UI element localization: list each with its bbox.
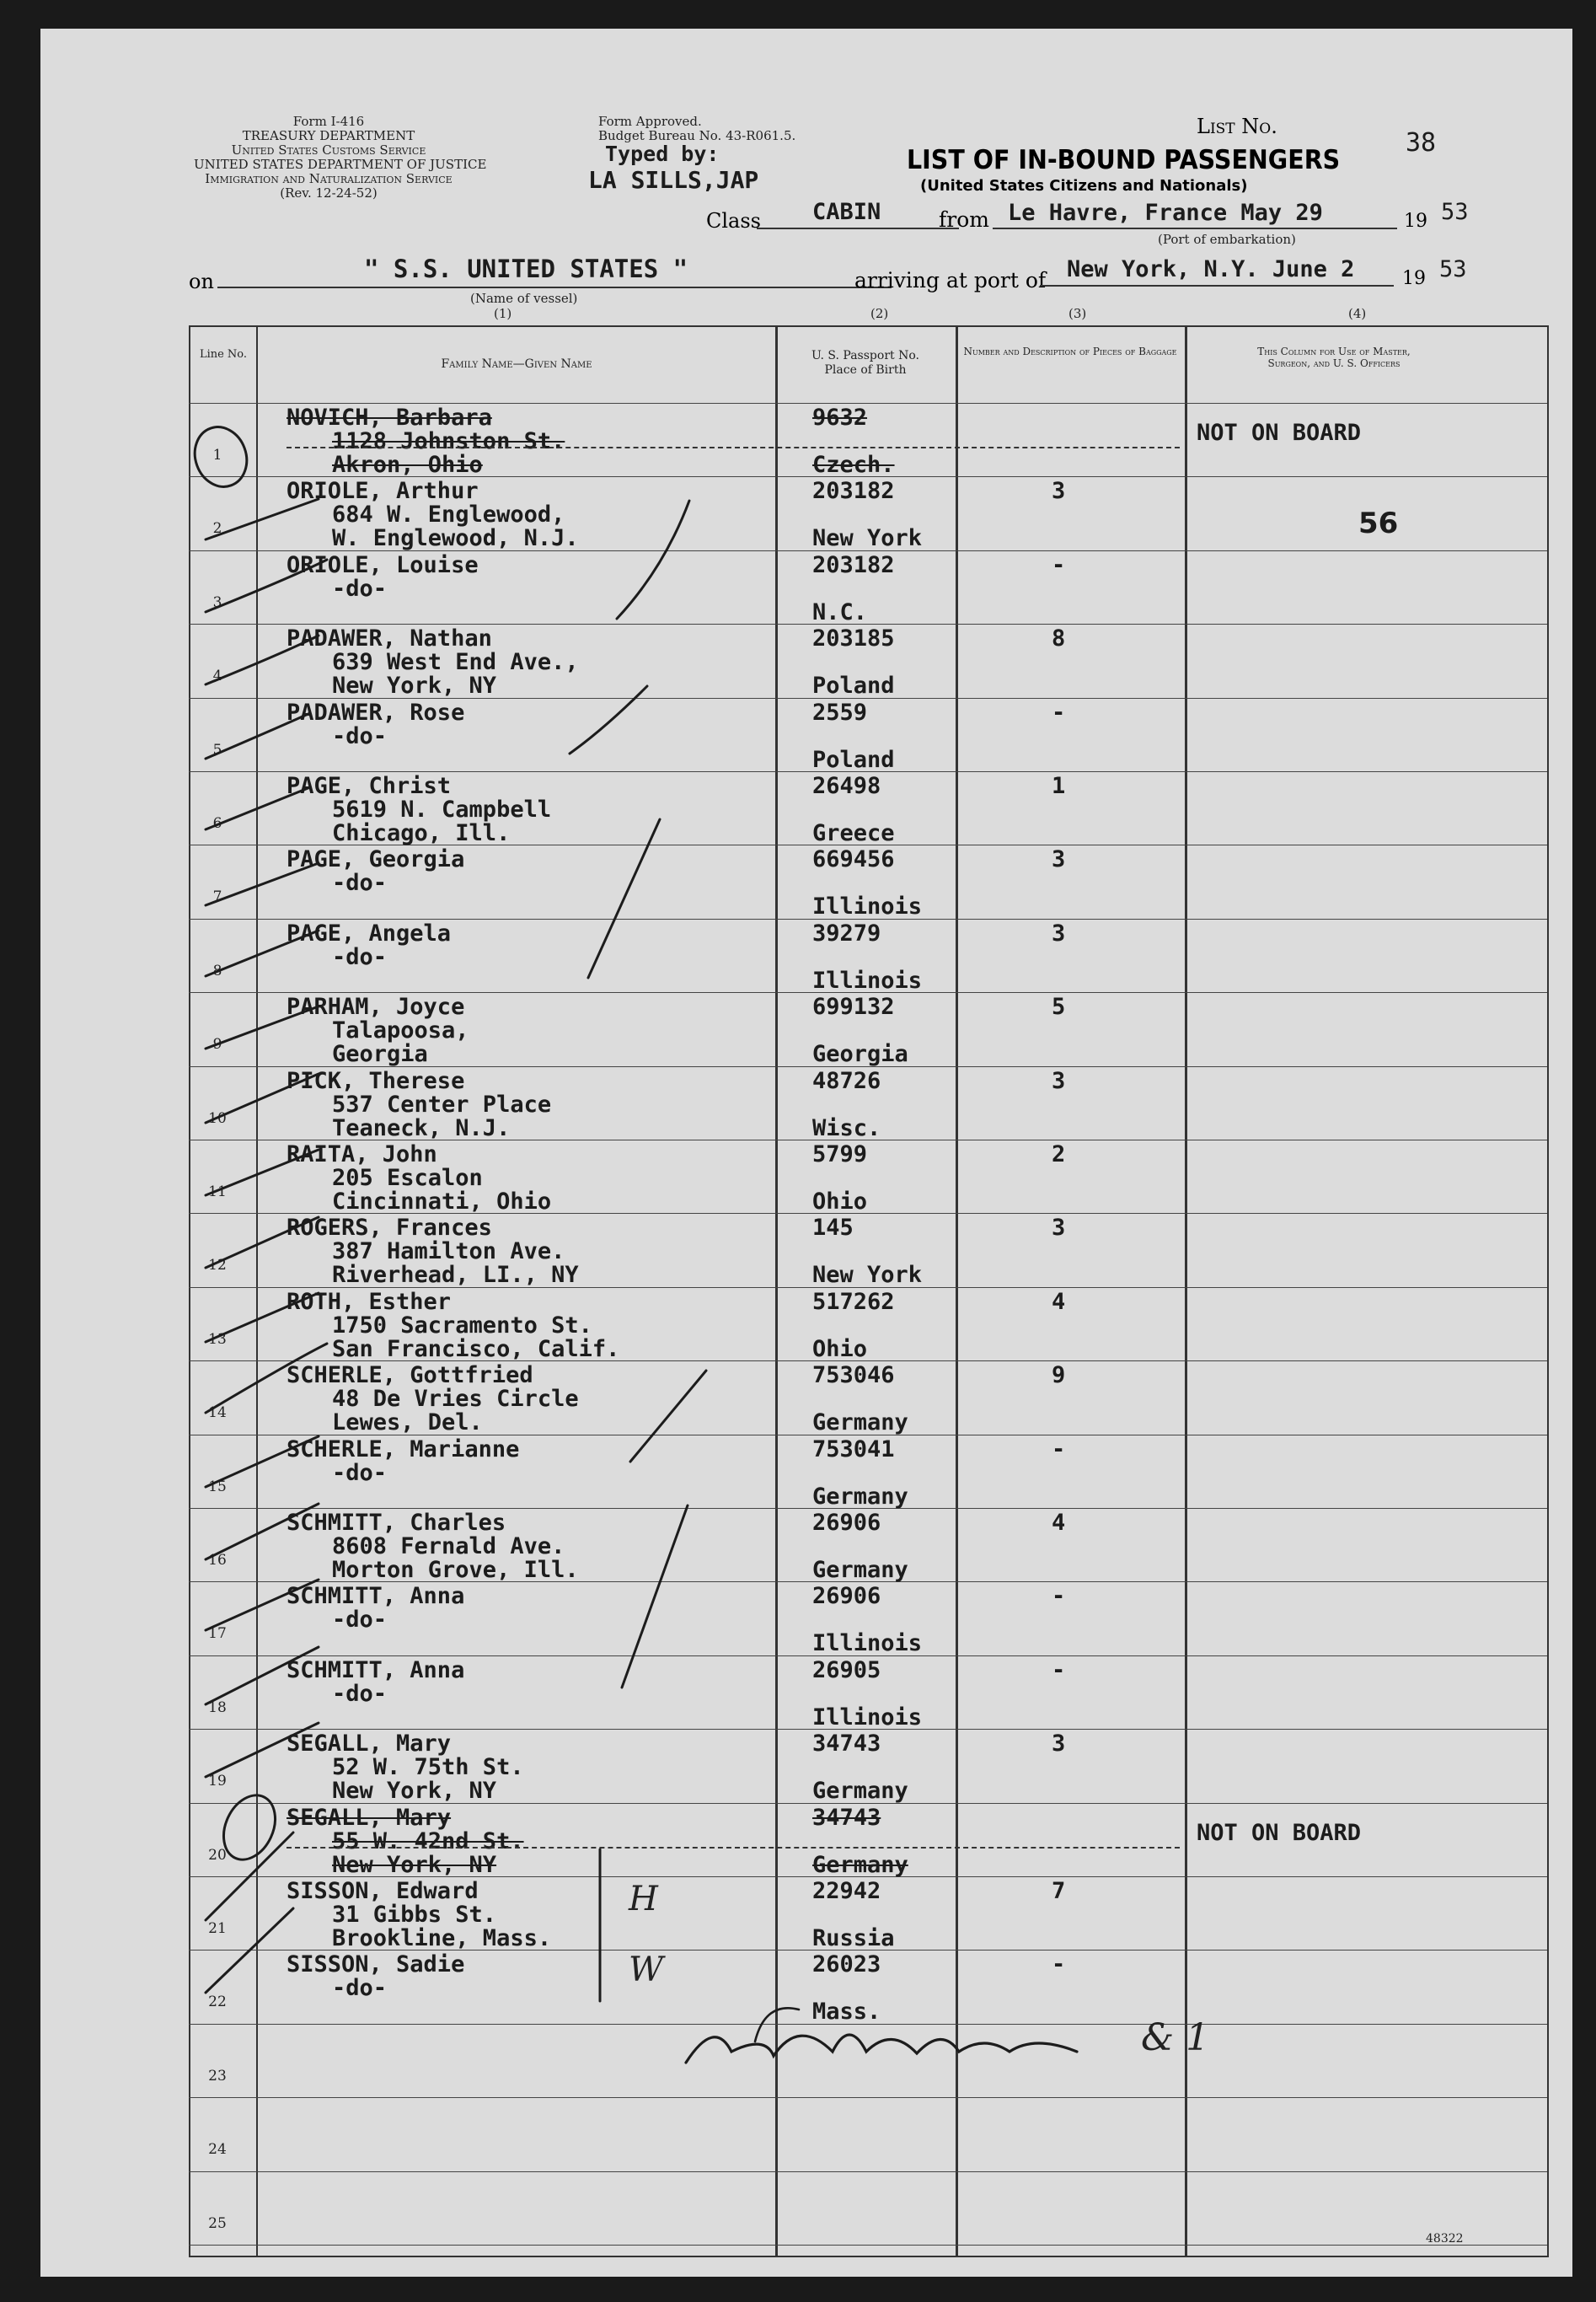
place-of-birth: Wisc. <box>812 1114 881 1141</box>
form-id-block <box>194 114 487 201</box>
manifest-page <box>40 29 1572 2277</box>
arrival-year-prefix: 19 <box>1402 268 1426 289</box>
typed-by-label: Typed by: <box>605 142 720 166</box>
place-of-birth: Ohio <box>812 1335 868 1362</box>
bracket-mark-h: H <box>629 1880 658 1918</box>
passenger-name: ORIOLE, Louise <box>287 551 479 578</box>
place-of-birth: Georgia <box>812 1041 908 1068</box>
address-line-2: Morton Grove, Ill. <box>332 1557 579 1583</box>
place-of-birth: Illinois <box>812 893 923 920</box>
port-of-embarkation: Le Havre, France May 29 <box>1008 200 1323 226</box>
passenger-name: SCHMITT, Charles <box>287 1510 506 1536</box>
col-number-2: (2) <box>870 306 889 321</box>
line-number: 13 <box>208 1330 227 1348</box>
line-number: 21 <box>208 1920 227 1937</box>
line-number: 3 <box>212 593 222 611</box>
place-of-birth: New York <box>812 1262 923 1289</box>
signature-suffix: & 1 <box>1141 2016 1210 2059</box>
arrival-port-date: New York, N.Y. June 2 <box>1067 256 1355 282</box>
passenger-name: PARHAM, Joyce <box>287 994 465 1021</box>
baggage-count: 2 <box>1052 1141 1066 1167</box>
passport-number: 26023 <box>812 1951 881 1978</box>
place-of-birth: Germany <box>812 1409 908 1436</box>
passport-number: 203185 <box>812 625 895 652</box>
line-number: 19 <box>208 1773 227 1790</box>
address-line-1: 684 W. Englewood, <box>332 502 565 529</box>
place-of-birth: Poland <box>812 746 895 773</box>
address-line-1: 387 Hamilton Ave. <box>332 1238 565 1265</box>
passenger-name: SCHMITT, Anna <box>287 1656 465 1683</box>
line-number: 8 <box>212 962 222 979</box>
line-number: 10 <box>208 1109 227 1127</box>
address-line-2: Riverhead, LI., NY <box>332 1262 579 1289</box>
customs-service: United States Customs Service <box>231 142 426 158</box>
baggage-count: 3 <box>1052 1731 1066 1757</box>
passport-number: 22942 <box>812 1878 881 1904</box>
address-line-1: 1750 Sacramento St. <box>332 1312 592 1339</box>
baggage-count: 8 <box>1052 625 1066 652</box>
col-header-name: Family Name—Given Name <box>441 357 592 371</box>
passport-number: 699132 <box>812 994 895 1021</box>
passport-number: 753046 <box>812 1362 895 1389</box>
justice-dept: UNITED STATES DEPARTMENT OF JUSTICE <box>194 157 487 172</box>
address-line-2: Lewes, Del. <box>332 1409 483 1436</box>
form-approved: Form Approved. <box>598 114 702 129</box>
approval-block <box>598 115 795 143</box>
passenger-name: NOVICH, Barbara <box>287 405 492 431</box>
line-number: 9 <box>212 1036 222 1054</box>
passport-number: 39279 <box>812 920 881 947</box>
place-of-birth: Germany <box>812 1778 908 1805</box>
strikeout-dashes <box>287 1847 1180 1849</box>
place-of-birth: Germany <box>812 1483 908 1510</box>
line-number: 24 <box>208 2141 227 2159</box>
baggage-count: 1 <box>1052 773 1066 799</box>
officer-note: 56 <box>1358 507 1399 541</box>
address-line-2: New York, NY <box>332 1778 497 1805</box>
passport-number: 517262 <box>812 1288 895 1315</box>
arriving-label: arriving at port of <box>854 268 1047 292</box>
line-number: 12 <box>208 1257 227 1274</box>
address-line-1: 55 W. 42nd St. <box>332 1827 524 1854</box>
line-number: 16 <box>208 1552 227 1569</box>
baggage-count: 3 <box>1052 1067 1066 1094</box>
form-number: Form I-416 <box>292 114 365 129</box>
baggage-count: 4 <box>1052 1288 1066 1315</box>
address-line-2: Brookline, Mass. <box>332 1925 552 1951</box>
place-of-birth: New York <box>812 525 923 552</box>
address-line-2: New York, NY <box>332 1851 497 1878</box>
col-number-4: (4) <box>1348 306 1367 321</box>
address-line-1: -do- <box>332 870 388 897</box>
line-number: 4 <box>212 668 222 685</box>
passenger-name: SCHERLE, Gottfried <box>287 1362 533 1389</box>
port-embark-caption: (Port of embarkation) <box>1158 232 1296 247</box>
passenger-name: RAITA, John <box>287 1141 437 1167</box>
passport-number: 34743 <box>812 1804 881 1831</box>
address-line-2: Cincinnati, Ohio <box>332 1189 552 1215</box>
line-number: 25 <box>208 2214 227 2232</box>
address-line-1: 205 Escalon <box>332 1165 483 1191</box>
line-number: 7 <box>212 888 222 906</box>
line-number: 5 <box>212 741 222 759</box>
baggage-count: 3 <box>1052 920 1066 947</box>
strikeout-dashes <box>287 447 1180 448</box>
address-line-1: -do- <box>332 1459 388 1486</box>
passport-number: 34743 <box>812 1731 881 1757</box>
place-of-birth: Illinois <box>812 1704 923 1731</box>
passport-number: 2559 <box>812 699 868 726</box>
col-header-officers: This Column for Use of Master, Surgeon, and U. S. Officers <box>1257 346 1411 369</box>
line-number: 1 <box>212 447 222 464</box>
col-header-baggage: Number and Description of Pieces of Baggage <box>963 346 1177 357</box>
place-of-birth: Greece <box>812 820 895 846</box>
baggage-count: 5 <box>1052 994 1066 1021</box>
class-label: Class <box>706 209 761 233</box>
baggage-count: 9 <box>1052 1362 1066 1389</box>
officer-note: NOT ON BOARD <box>1197 1819 1362 1846</box>
passport-number: 26906 <box>812 1510 881 1536</box>
place-of-birth: Illinois <box>812 967 923 994</box>
document-title: LIST OF IN-BOUND PASSENGERS <box>907 145 1341 175</box>
from-label: from <box>939 207 989 232</box>
address-line-2: New York, NY <box>332 673 497 700</box>
passport-number: 669456 <box>812 846 895 873</box>
revision: (Rev. 12-24-52) <box>280 185 378 201</box>
address-line-2: W. Englewood, N.J. <box>332 525 579 552</box>
baggage-count: - <box>1052 551 1066 578</box>
baggage-count: - <box>1052 1951 1066 1978</box>
line-number: 14 <box>208 1404 227 1422</box>
passenger-name: SISSON, Sadie <box>287 1951 465 1978</box>
passport-number: 5799 <box>812 1141 868 1167</box>
passport-number: 26498 <box>812 773 881 799</box>
line-number: 11 <box>208 1183 227 1200</box>
passenger-name: SEGALL, Mary <box>287 1731 452 1757</box>
baggage-count: 3 <box>1052 478 1066 505</box>
place-of-birth: Germany <box>812 1557 908 1583</box>
line-number: 2 <box>212 520 222 538</box>
baggage-count: 7 <box>1052 1878 1066 1904</box>
place-of-birth: Mass. <box>812 1999 881 2026</box>
list-no-value: 38 <box>1406 128 1437 158</box>
passport-number: 9632 <box>812 405 868 431</box>
baggage-count: - <box>1052 699 1066 726</box>
col-number-1: (1) <box>494 306 512 321</box>
passenger-name: PADAWER, Rose <box>287 699 465 726</box>
address-line-2: Georgia <box>332 1041 428 1068</box>
passenger-name: SCHERLE, Marianne <box>287 1435 520 1462</box>
baggage-count: - <box>1052 1583 1066 1610</box>
line-number: 6 <box>212 815 222 832</box>
col-number-3: (3) <box>1068 306 1087 321</box>
address-line-1: 1128 Johnston St. <box>332 428 565 454</box>
line-number: 18 <box>208 1698 227 1716</box>
address-line-1: 48 De Vries Circle <box>332 1386 579 1413</box>
passport-number: 203182 <box>812 478 895 505</box>
year-prefix: 19 <box>1404 211 1427 232</box>
place-of-birth: N.C. <box>812 598 868 625</box>
passport-number: 26906 <box>812 1583 881 1610</box>
address-line-2: Teaneck, N.J. <box>332 1114 511 1141</box>
passenger-name: PICK, Therese <box>287 1067 465 1094</box>
address-line-2: Chicago, Ill. <box>332 820 511 846</box>
address-line-2: Akron, Ohio <box>332 452 483 478</box>
passenger-name: ROGERS, Frances <box>287 1215 492 1242</box>
passenger-name: PAGE, Christ <box>287 773 452 799</box>
passenger-name: SEGALL, Mary <box>287 1804 452 1831</box>
vessel-name: " S.S. UNITED STATES " <box>364 255 688 283</box>
place-of-birth: Ohio <box>812 1189 868 1215</box>
on-label: on <box>189 270 214 293</box>
budget-bureau: Budget Bureau No. 43-R061.5. <box>598 128 796 143</box>
list-no-label: List No. <box>1197 115 1277 138</box>
place-of-birth: Poland <box>812 673 895 700</box>
passenger-name: SISSON, Edward <box>287 1878 479 1904</box>
place-of-birth: Czech. <box>812 452 895 478</box>
address-line-2: San Francisco, Calif. <box>332 1335 620 1362</box>
passenger-name: ROTH, Esther <box>287 1288 452 1315</box>
passport-number: 48726 <box>812 1067 881 1094</box>
passport-number: 145 <box>812 1215 854 1242</box>
address-line-1: 52 W. 75th St. <box>332 1754 524 1781</box>
address-line-1: 5619 N. Campbell <box>332 797 552 823</box>
typed-by-value: LA SILLS,JAP <box>588 166 759 194</box>
officer-note: NOT ON BOARD <box>1197 420 1362 446</box>
arrival-year: 53 <box>1439 256 1467 282</box>
col-header-passport: U. S. Passport No. Place of Birth <box>811 349 919 377</box>
bracket-mark-w: W <box>629 1951 664 1989</box>
line-number: 17 <box>208 1625 227 1643</box>
place-of-birth: Russia <box>812 1925 895 1951</box>
passenger-name: PADAWER, Nathan <box>287 625 492 652</box>
address-line-1: -do- <box>332 943 388 970</box>
passport-number: 26905 <box>812 1656 881 1683</box>
address-line-1: -do- <box>332 722 388 749</box>
passenger-name: ORIOLE, Arthur <box>287 478 479 505</box>
place-of-birth: Germany <box>812 1851 908 1878</box>
col-header-line-no: Line No. <box>199 348 248 361</box>
address-line-1: -do- <box>332 1680 388 1707</box>
baggage-count: - <box>1052 1656 1066 1683</box>
treasury-dept: TREASURY DEPARTMENT <box>242 128 415 143</box>
line-number: 15 <box>208 1478 227 1495</box>
form-code: 48322 <box>1426 2232 1464 2246</box>
address-line-1: 8608 Fernald Ave. <box>332 1533 565 1559</box>
passenger-name: PAGE, Georgia <box>287 846 465 873</box>
address-line-1: -do- <box>332 1975 388 2002</box>
baggage-count: 3 <box>1052 1215 1066 1242</box>
address-line-1: 639 West End Ave., <box>332 649 579 676</box>
address-line-1: -do- <box>332 575 388 602</box>
embark-year: 53 <box>1441 199 1469 225</box>
line-number: 22 <box>208 1993 227 2011</box>
class-value: CABIN <box>812 199 881 225</box>
passport-number: 203182 <box>812 551 895 578</box>
baggage-count: 3 <box>1052 846 1066 873</box>
baggage-count: 4 <box>1052 1510 1066 1536</box>
vessel-caption: (Name of vessel) <box>470 291 578 306</box>
line-number: 23 <box>208 2067 227 2085</box>
passport-number: 753041 <box>812 1435 895 1462</box>
address-line-1: Talapoosa, <box>332 1017 469 1044</box>
line-number: 20 <box>208 1846 227 1864</box>
address-line-1: 537 Center Place <box>332 1091 552 1118</box>
ins-service: Immigration and Naturalization Service <box>205 171 453 186</box>
address-line-1: -do- <box>332 1607 388 1634</box>
passenger-name: SCHMITT, Anna <box>287 1583 465 1610</box>
address-line-1: 31 Gibbs St. <box>332 1902 497 1928</box>
baggage-count: - <box>1052 1435 1066 1462</box>
document-subtitle: (United States Citizens and Nationals) <box>920 177 1248 195</box>
passenger-name: PAGE, Angela <box>287 920 452 947</box>
place-of-birth: Illinois <box>812 1630 923 1657</box>
